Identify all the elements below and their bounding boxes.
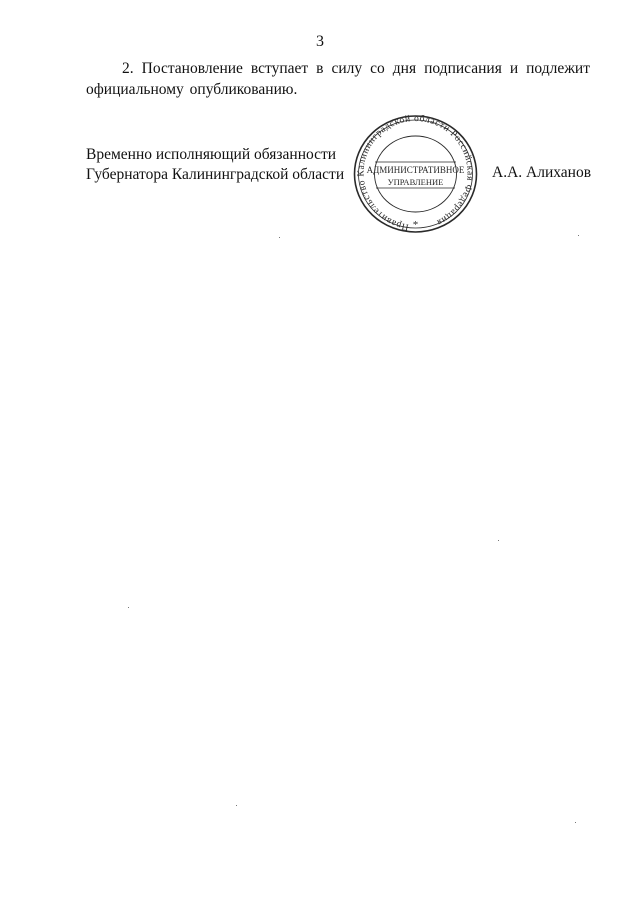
seal-outer-text: Правительство Калининградской области Российская Федерация xyxy=(356,113,475,232)
seal-star: * xyxy=(412,219,419,231)
page-number: 3 xyxy=(316,33,324,50)
scan-speck xyxy=(498,540,499,541)
scan-speck xyxy=(575,822,576,823)
scan-speck xyxy=(578,235,579,236)
signatory-title-line2: Губернатора Калининградской области xyxy=(86,166,345,183)
signer-name: А.А. Алиханов xyxy=(492,164,592,181)
seal-stamp-icon xyxy=(352,113,479,235)
official-seal xyxy=(352,113,479,235)
seal-inner-line1: АДМИНИСТРАТИВНОЕ xyxy=(366,165,465,175)
scan-speck xyxy=(128,607,129,608)
scan-speck xyxy=(279,237,280,238)
seal-inner-line2: УПРАВЛЕНИЕ xyxy=(387,177,444,187)
scan-speck xyxy=(236,805,237,806)
signatory-title-line1: Временно исполняющий обязанности xyxy=(86,146,337,163)
resolution-paragraph: 2. Постановление вступает в силу со дня подписания и подлежит официальному опубликованию. xyxy=(86,60,590,98)
signatory-block xyxy=(86,145,344,185)
